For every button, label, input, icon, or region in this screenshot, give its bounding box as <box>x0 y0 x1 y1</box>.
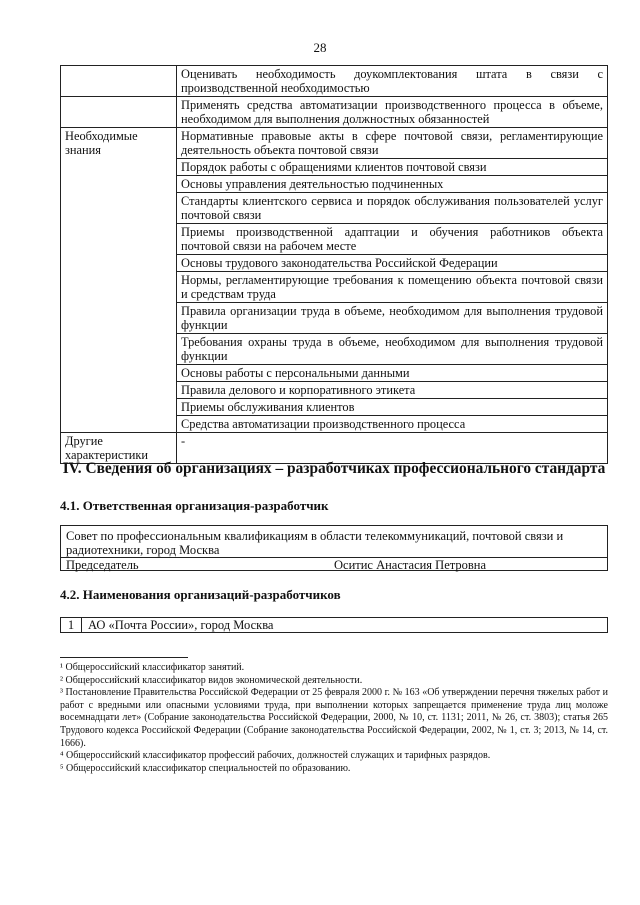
table-row <box>61 433 608 464</box>
section-heading: IV. Сведения об организациях – разработчиках профессионального стандарта <box>62 460 606 477</box>
table-cell: - <box>177 433 608 464</box>
table-cell: Правила организации труда в объеме, необходимом для выполнения трудовой функции <box>177 303 608 334</box>
developer-name: АО «Почта России», город Москва <box>88 618 274 632</box>
responsible-org-table <box>60 525 608 571</box>
developers-table <box>60 617 608 633</box>
footnote: ⁵ Общероссийский классификатор специальностей по образованию. <box>60 762 351 774</box>
table-cell: Приемы обслуживания клиентов <box>177 399 608 416</box>
row-label-other: Другие характеристики <box>61 433 177 464</box>
footnotes <box>60 662 608 775</box>
subsection-heading-4-2: 4.2. Наименования организаций-разработчиков <box>60 587 341 602</box>
table-cell: Требования охраны труда в объеме, необходимом для выполнения трудовой функции <box>177 334 608 365</box>
table-cell: Средства автоматизации производственного процесса <box>177 416 608 433</box>
footnote: ⁴ Общероссийский классификатор профессий рабочих, должностей служащих и тарифных разрядов. <box>60 750 491 762</box>
table-row <box>61 128 608 159</box>
table-row <box>61 66 608 97</box>
footnote: ² Общероссийский классификатор видов экономической деятельности. <box>60 674 363 686</box>
table-cell: Стандарты клиентского сервиса и порядок обслуживания пользователей услуг почтовой связи <box>177 193 608 224</box>
footnote: ³ Постановление Правительства Российской Федерации от 25 февраля 2000 г. № 163 «Об утверждении перечня тяжелых работ и работ с вредными или опасными условиями труда, при выполнении которых запрещается применение труда лиц моложе восемнадцати лет» (Собрание законодательства Российской Федерации, 2000, № 10, ст. 1131; 2011, № 26, ст. 3803); статья 265 Трудового кодекса Российской Федерации (Собрание законодательства Российской Федерации, 2002, № 1, ст. 3; 2013, № 14, ст. 1666). <box>60 687 608 749</box>
page-number: 28 <box>313 40 327 55</box>
footnote-separator <box>60 657 188 658</box>
table-row <box>61 97 608 128</box>
footnote: ¹ Общероссийский классификатор занятий. <box>60 662 245 673</box>
table-cell: Оценивать необходимость доукомплектования штата в связи с производственной необходимостью <box>177 66 608 97</box>
developer-number: 1 <box>61 618 82 632</box>
chair-name: Оситис Анастасия Петровна <box>334 558 487 572</box>
table-cell: Основы работы с персональными данными <box>177 365 608 382</box>
table-cell: Нормы, регламентирующие требования к помещению объекта почтовой связи и средствам труда <box>177 272 608 303</box>
table-cell: Приемы производственной адаптации и обучения работников объекта почтовой связи на рабочем месте <box>177 224 608 255</box>
row-label-cell <box>61 66 177 97</box>
table-cell: Применять средства автоматизации производственного процесса в объеме, необходимом для выполнения должностных обязанностей <box>177 97 608 128</box>
table-cell: Правила делового и корпоративного этикета <box>177 382 608 399</box>
responsible-org-name: Совет по профессиональным квалификациям в области телекоммуникаций, почтовой связи и радиотехники, город Москва <box>66 529 564 557</box>
table-cell: Основы управления деятельностью подчиненных <box>177 176 608 193</box>
row-label-knowledge: Необходимые знания <box>61 128 177 433</box>
table-cell: Нормативные правовые акты в сфере почтовой связи, регламентирующие деятельность объекта почтовой связи <box>177 128 608 159</box>
subsection-heading-4-1: 4.1. Ответственная организация-разработчик <box>60 498 329 513</box>
row-label-cell <box>61 97 177 128</box>
table-cell: Порядок работы с обращениями клиентов почтовой связи <box>177 159 608 176</box>
chair-label: Председатель <box>66 558 139 572</box>
table-cell: Основы трудового законодательства Российской Федерации <box>177 255 608 272</box>
competency-table <box>60 65 608 464</box>
chair-row <box>61 557 607 572</box>
